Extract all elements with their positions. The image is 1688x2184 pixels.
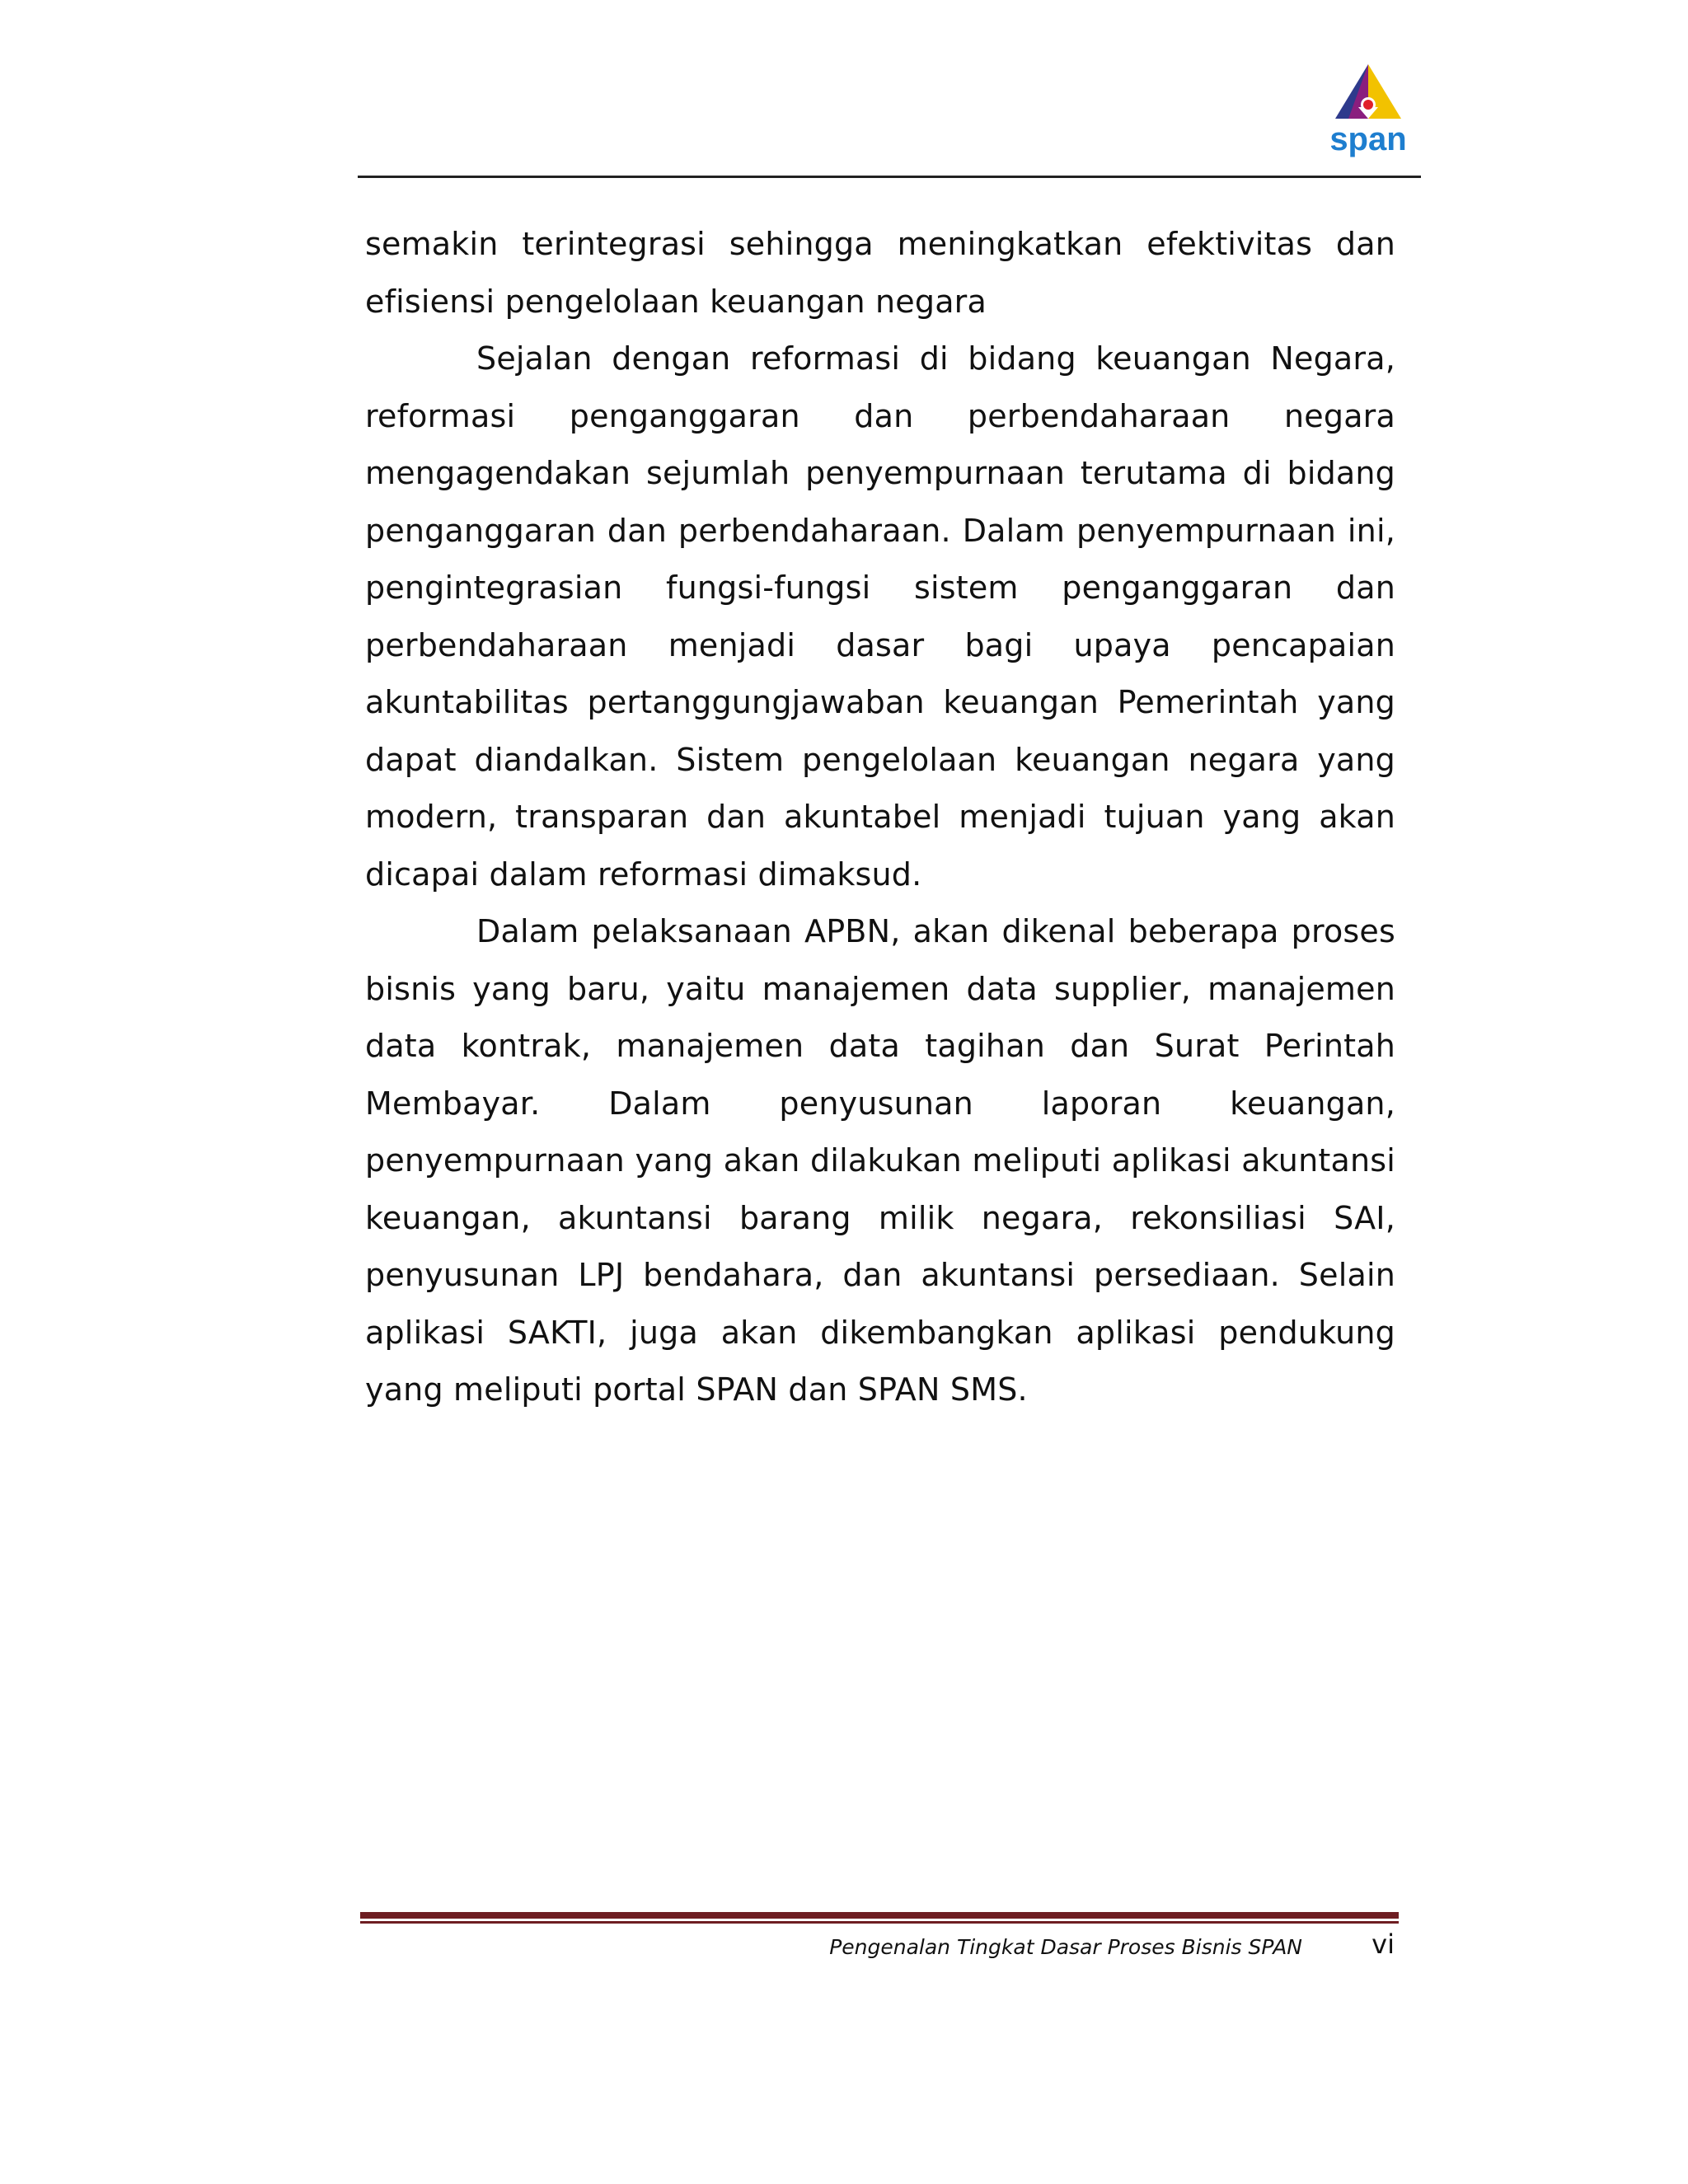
page-number: vi [1372, 1929, 1395, 1960]
span-logo-icon [1319, 59, 1418, 158]
footer-divider [360, 1912, 1399, 1925]
footer-title: Pengenalan Tingkat Dasar Proses Bisnis SPAN [829, 1935, 1302, 1959]
logo-text: span [1329, 121, 1407, 157]
span-logo [1319, 59, 1418, 158]
paragraph-2: Sejalan dengan reformasi di bidang keuangan Negara, reformasi penganggaran dan perbendaharaan negara mengagendakan sejumlah penyempurnaan terutama di bidang penganggaran dan perbendaharaan. Dalam penyempurnaan ini, pengintegrasian fungsi-fungsi sistem penganggaran dan perbendaharaan menjadi dasar bagi upaya pencapaian akuntabilitas pertanggungjawaban keuangan Pemerintah yang dapat diandalkan. Sistem pengelolaan keuangan negara yang modern, transparan dan akuntabel menjadi tujuan yang akan dicapai dalam reformasi dimaksud. [365, 340, 1395, 893]
main-content [365, 216, 1395, 1419]
header-divider [358, 176, 1421, 178]
paragraph-3: Dalam pelaksanaan APBN, akan dikenal beberapa proses bisnis yang baru, yaitu manajemen data supplier, manajemen data kontrak, manajemen data tagihan dan Surat Perintah Membayar. Dalam penyusunan laporan keuangan, penyempurnaan yang akan dilakukan meliputi aplikasi akuntansi keuangan, akuntansi barang milik negara, rekonsiliasi SAI, penyusunan LPJ bendahara, dan akuntansi persediaan. Selain aplikasi SAKTI, juga akan dikembangkan aplikasi pendukung yang meliputi portal SPAN dan SPAN SMS. [365, 913, 1395, 1408]
paragraph-1: semakin terintegrasi sehingga meningkatkan efektivitas dan efisiensi pengelolaan keuangan negara [365, 226, 1395, 320]
